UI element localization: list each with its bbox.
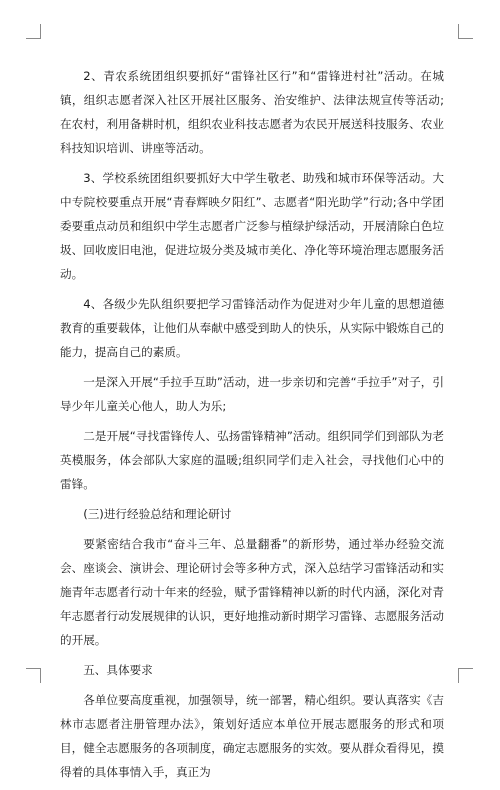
paragraph-specific-requirements: 各单位要高度重视，加强领导，统一部署，精心组织。要认真落实《吉林市志愿者注册管理办法》，策划好适应本单位开展志愿服务的形式和项目，健全志愿服务的各项制度，确定志愿服务的实效。要从群众看得见，摸得着的具体事情入手，真正为 <box>60 693 444 779</box>
paragraph-item-2-youth-farmers: 2、青农系统团组织要抓好“雷锋社区行”和“雷锋进村社”活动。在城镇，组织志愿者深入社区开展社区服务、治安维护、法律法规宣传等活动;在农村，利用备耕时机，组织农业科技志愿者为农民开展送科技服务、农业科技知识培训、讲座等活动。 <box>60 69 444 155</box>
paragraph-hand-in-hand: 一是深入开展“手拉手互助”活动，进一步亲切和完善“手拉手”对子，引导少年儿童关心他人，助人为乐; <box>60 375 444 413</box>
crop-mark-top-left <box>26 24 41 39</box>
document-body <box>60 64 444 790</box>
section-heading-experience-summary: (三)进行经验总结和理论研讨 <box>83 507 232 521</box>
paragraph-item-3-schools: 3、学校系统团组织要抓好大中学生敬老、助残和城市环保等活动。大中专院校要重点开展“青春辉映夕阳红”、志愿者“阳光助学”行动;各中学团委要重点动员和组织中学生志愿者广泛参与植绿护绿活动，开展清除白色垃圾、回收废旧电池，促进垃圾分类及城市美化、净化等环境治理志愿服务活动。 <box>60 171 444 281</box>
paragraph-item-4-young-pioneers: 4、各级少先队组织要把学习雷锋活动作为促进对少年儿童的思想道德教育的重要载体，让他们从奉献中感受到助人的快乐，从实际中锻炼自己的能力，提高自己的素质。 <box>60 297 444 359</box>
paragraph-find-lei-feng-successors: 二是开展“寻找雷锋传人、弘扬雷锋精神”活动。组织同学们到部队为老英模服务，体会部队大家庭的温暖;组织同学们走入社会，寻找他们心中的雷锋。 <box>60 429 444 491</box>
crop-mark-top-right <box>458 24 473 39</box>
crop-mark-bottom-right <box>458 668 473 683</box>
crop-mark-bottom-left <box>26 668 41 683</box>
paragraph-experience-summary: 要紧密结合我市“奋斗三年、总量翻番”的新形势，通过举办经验交流会、座谈会、演讲会、理论研讨会等多种方式，深入总结学习雷锋活动和实施青年志愿者行动十年来的经验，赋予雷锋精神以新的时代内涵，深化对青年志愿者行动发展规律的认识，更好地推动新时期学习雷锋、志愿服务活动的开展。 <box>60 537 444 647</box>
section-heading-specific-requirements: 五、具体要求 <box>83 663 153 677</box>
